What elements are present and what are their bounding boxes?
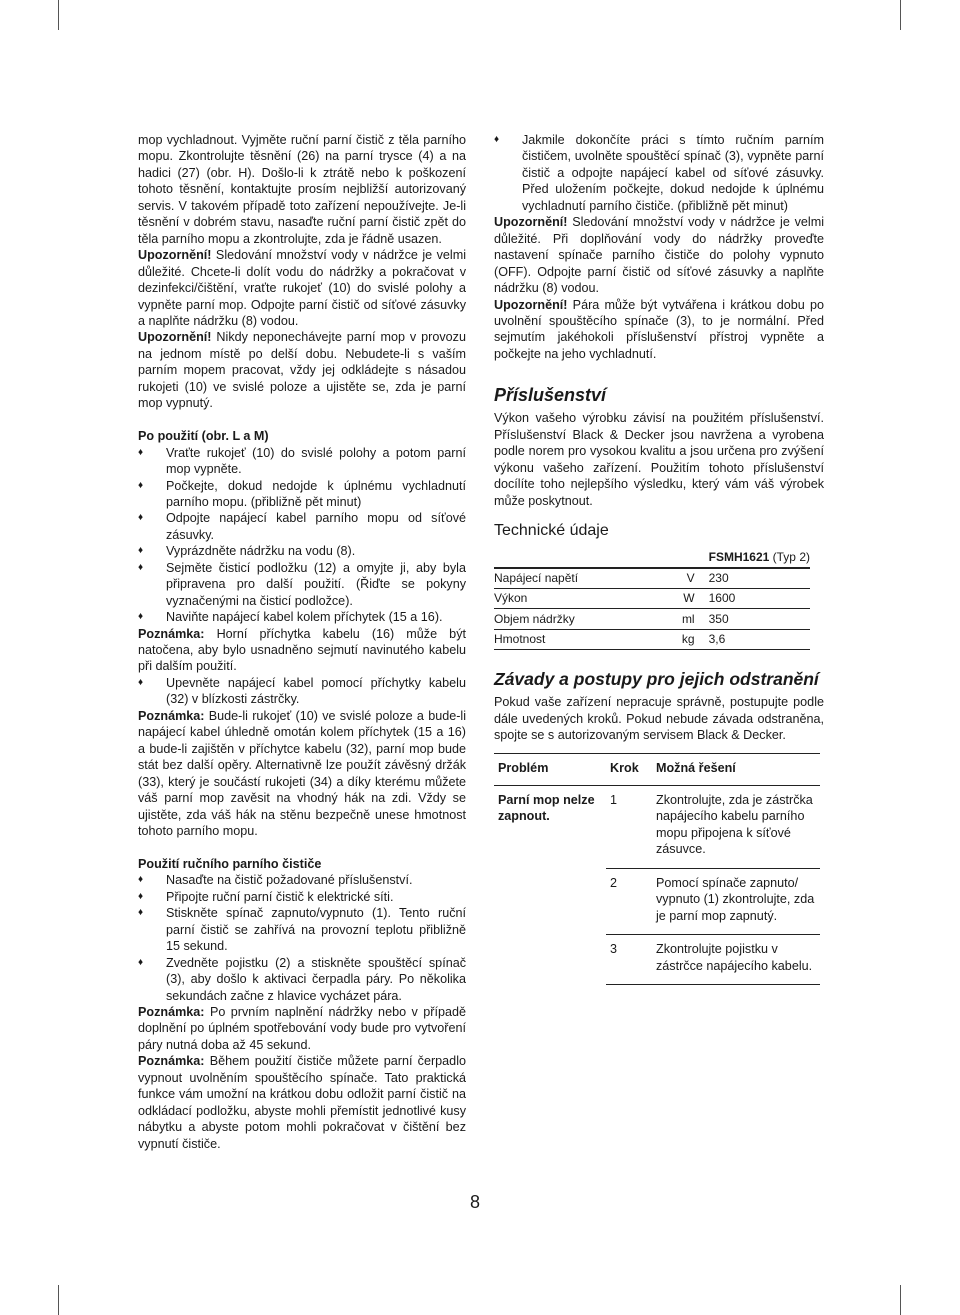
spec-value: 350 (709, 609, 810, 630)
note-paragraph (138, 1004, 466, 1053)
note-label: Poznámka: (138, 1054, 205, 1069)
spec-value: 230 (709, 568, 810, 589)
list-item: ♦ Připojte ruční parní čistič k elektrické síti. (138, 889, 466, 905)
warning-paragraph (494, 297, 824, 363)
list-item: ♦ Stiskněte spínač zapnuto/vypnuto (1). Tento ruční parní čistič se zahřívá na provozní teplotu přibližně 15 sekund. (138, 905, 466, 954)
list-item: ♦ Jakmile dokončíte práci s tímto ručním parním čističem, uvolněte spouštěcí spínač (3), vypněte parní čistič a odpojte napájecí kabel od síťové zásuvky. Před uložením počkejte, dokud nedojde k úplnému vychladnutí parního čističe. (přibližně pět minut) (494, 132, 824, 214)
step-cell: 1 (610, 792, 618, 807)
solution-cell: Zkontrolujte pojistku v zástrčce napájecího kabelu. (652, 935, 820, 985)
note-paragraph (138, 1053, 466, 1152)
section-heading: Použití ručního parního čističe (138, 856, 322, 871)
accessories-heading: Příslušenství (494, 385, 607, 406)
troubleshooting-heading: Závady a postupy pro jejich odstranění (494, 669, 819, 690)
troubleshooting-intro: Pokud vaše zařízení nepracuje správně, postupujte podle dále uvedených kroků. Pokud nebude závada odstraněna, spojte se s autorizovaným servisem Black & Decker. (494, 695, 824, 742)
list-item: ♦ Zvedněte pojistku (2) a stiskněte spouštěcí spínač (3), aby došlo k aktivaci čerpadla páry. Po několika sekundách začne z hlavice vycházet pára. (138, 955, 466, 1004)
model-type: (Typ 2) (769, 549, 810, 564)
spec-label: Výkon (494, 588, 669, 609)
accessories-text: Výkon vašeho výrobku závisí na použitém příslušenství. Příslušenství Black & Decker jsou navržena a vyrobena podle norem pro vysokou kvalitu a jsou určena pro zvýšení výkonu vašeho zařízení. Použitím tohoto příslušenství docílíte toho nejlepšího výsledku, který vám váš výrobek může poskytnout. (494, 411, 824, 508)
list-item: ♦ Odpojte napájecí kabel parního mopu od síťové zásuvky. (138, 510, 466, 543)
column-header: Problém (494, 754, 606, 785)
list-item: ♦ Nasaďte na čistič požadované příslušenství. (138, 872, 466, 888)
column-header: Možná řešení (652, 754, 820, 785)
solution-cell: Pomocí spínače zapnuto/ vypnuto (1) zkontrolujte, zda je parní mop zapnutý. (652, 868, 820, 934)
page-number: 8 (470, 1192, 481, 1212)
spec-value: 3,6 (709, 629, 810, 650)
bullet-list (138, 872, 466, 1004)
spec-row (494, 609, 810, 630)
warning-paragraph (138, 247, 466, 329)
spec-label: Hmotnost (494, 629, 669, 650)
right-column (494, 132, 824, 985)
warning-paragraph (494, 214, 824, 296)
spec-unit: V (669, 568, 709, 589)
spec-unit: kg (669, 629, 709, 650)
crop-mark (900, 0, 901, 30)
bullet-list (494, 132, 824, 214)
note-paragraph (138, 708, 466, 840)
note-text: Bude-li rukojeť (10) ve svislé poloze a bude-li napájecí kabel úhledně omotán kolem příchytek (15 a 16) a bude-li zajištěn v příchytce kabelu (32), parní mop bude stát bez další opěry. Alternativně lze použít závěsný držák (33), který je součástí rukojeti (34) a díky kterému můžete váš parní mop zavěsit na vhodný hák na zdi. Vždy se ujistěte, zda váš hák na stěnu bezpečně unese hmotnost tohoto parního mopu. (138, 708, 466, 839)
warning-label: Upozornění! (494, 297, 568, 312)
note-label: Poznámka: (138, 708, 205, 723)
spec-row (494, 568, 810, 589)
list-item: ♦ Upevněte napájecí kabel pomocí příchytky kabelu (32) v blízkosti zástrčky. (138, 675, 466, 708)
troubleshooting-table (494, 753, 820, 985)
spec-row (494, 588, 810, 609)
solution-cell: Zkontrolujte, zda je zástrčka napájecího kabelu parního mopu připojena k síťové zásuvce. (656, 792, 813, 857)
note-text: Po prvním naplnění nádržky nebo v případě doplnění po úplném spotřebování vody bude pro vytvoření páry nutná doba až 45 sekund. (138, 1004, 466, 1052)
left-column (138, 132, 466, 1152)
list-item: ♦ Počkejte, dokud nedojde k úplnému vychladnutí parního mopu. (přibližně pět minut) (138, 478, 466, 511)
warning-text: Nikdy neponechávejte parní mop v provozu na jednom místě po delší dobu. Nebudete-li s vaším parním mopem pracovat, vždy jej odkládejte s násadou rukojeti (10) ve svislé poloze a ujistěte se, zda je parní mop vypnutý. (138, 330, 466, 411)
crop-mark (900, 1285, 901, 1315)
column-header: Krok (606, 754, 652, 785)
warning-paragraph (138, 329, 466, 411)
warning-label: Upozornění! (138, 248, 212, 263)
list-item: ♦ Vyprázdněte nádržku na vodu (8). (138, 543, 466, 559)
step-cell: 2 (606, 868, 652, 934)
spec-label: Objem nádržky (494, 609, 669, 630)
spec-value: 1600 (709, 588, 810, 609)
note-label: Poznámka: (138, 1004, 205, 1019)
note-label: Poznámka: (138, 626, 205, 641)
warning-text: Sledování množství vody v nádržce je velmi důležité. Při doplňování vody do nádržky proveďte nastavení spínače parního čističe do polohy vypnuto (OFF). Odpojte parní čistič od síťové zásuvky a naplňte nádržku (8) vodou. (494, 215, 824, 296)
spec-header-row (494, 547, 810, 568)
table-row (494, 785, 820, 868)
step-cell: 3 (606, 935, 652, 985)
table-header-row (494, 754, 820, 785)
warning-label: Upozornění! (494, 215, 568, 230)
warning-text: Pára může být vytvářena i krátkou dobu po uvolnění spouštěcího spínače (3), to je normální. Před sejmutím jakéhokoli příslušenství přístroj vypněte a počkejte na jeho vychladnutí. (494, 297, 824, 361)
tech-data-heading: Technické údaje (494, 522, 609, 540)
note-paragraph (138, 626, 466, 675)
warning-text: Sledování množství vody v nádržce je velmi důležité. Chcete-li dolít vodu do nádržky a pokračovat v dezinfekci/čištění, vraťte rukojeť (10) do svislé polohy a vypněte parní mop. Odpojte parní čistič od síťové zásuvky a naplňte nádržku (8) vodou. (138, 248, 466, 328)
note-text: Během použití čističe můžete parní čerpadlo vypnout uvolněním spouštěcího spínače. Tato praktická funkce vám umožní na krátkou dobu odložit parní čistič na odkládací podložku, abyste mohli přemístit jednotlivé kusy nábytku a abyste potom mohli pokračovat v čištění bez vypnutí čističe. (138, 1054, 466, 1151)
list-item: ♦ Naviňte napájecí kabel kolem příchytek (15 a 16). (138, 609, 466, 625)
problem-cell: Parní mop nelze zapnout. (498, 792, 595, 824)
crop-mark (58, 1285, 59, 1315)
paragraph: mop vychladnout. Vyjměte ruční parní čistič z těla parního mopu. Zkontrolujte těsnění (26) na parní trysce (4) a na hadici (27) (obr. H). Došlo-li k ztrátě nebo k poškození tohoto těsnění, kontaktujte prosím nejbližší autorizovaný servis. V takovém případě toto zařízení nepoužívejte. Je-li těsnění v dobrém stavu, nasaďte ruční parní čistič zpět do těla parního mopu a zkontrolujte, zda je řádně usazen. (138, 133, 466, 246)
spec-table (494, 547, 810, 650)
spec-unit: W (669, 588, 709, 609)
bullet-list (138, 675, 466, 708)
spec-model-cell (709, 547, 810, 568)
list-item: ♦ Sejměte čisticí podložku (12) a omyjte ji, aby byla připravena pro další použití. (Řiďte se pokyny vyznačenými na čisticí podložce). (138, 560, 466, 609)
bullet-list (138, 445, 466, 626)
section-heading: Po použití (obr. L a M) (138, 429, 269, 444)
model-name: FSMH1621 (708, 549, 770, 564)
crop-mark (58, 0, 59, 30)
spec-unit: ml (669, 609, 709, 630)
warning-label: Upozornění! (138, 330, 212, 345)
note-text: Horní příchytka kabelu (16) může být natočena, aby bylo usnadněno sejmutí navinutého kabelu při dalším použití. (138, 626, 466, 674)
list-item: ♦ Vraťte rukojeť (10) do svislé polohy a potom parní mop vypněte. (138, 445, 466, 478)
spec-label: Napájecí napětí (494, 568, 669, 589)
spec-row (494, 629, 810, 650)
